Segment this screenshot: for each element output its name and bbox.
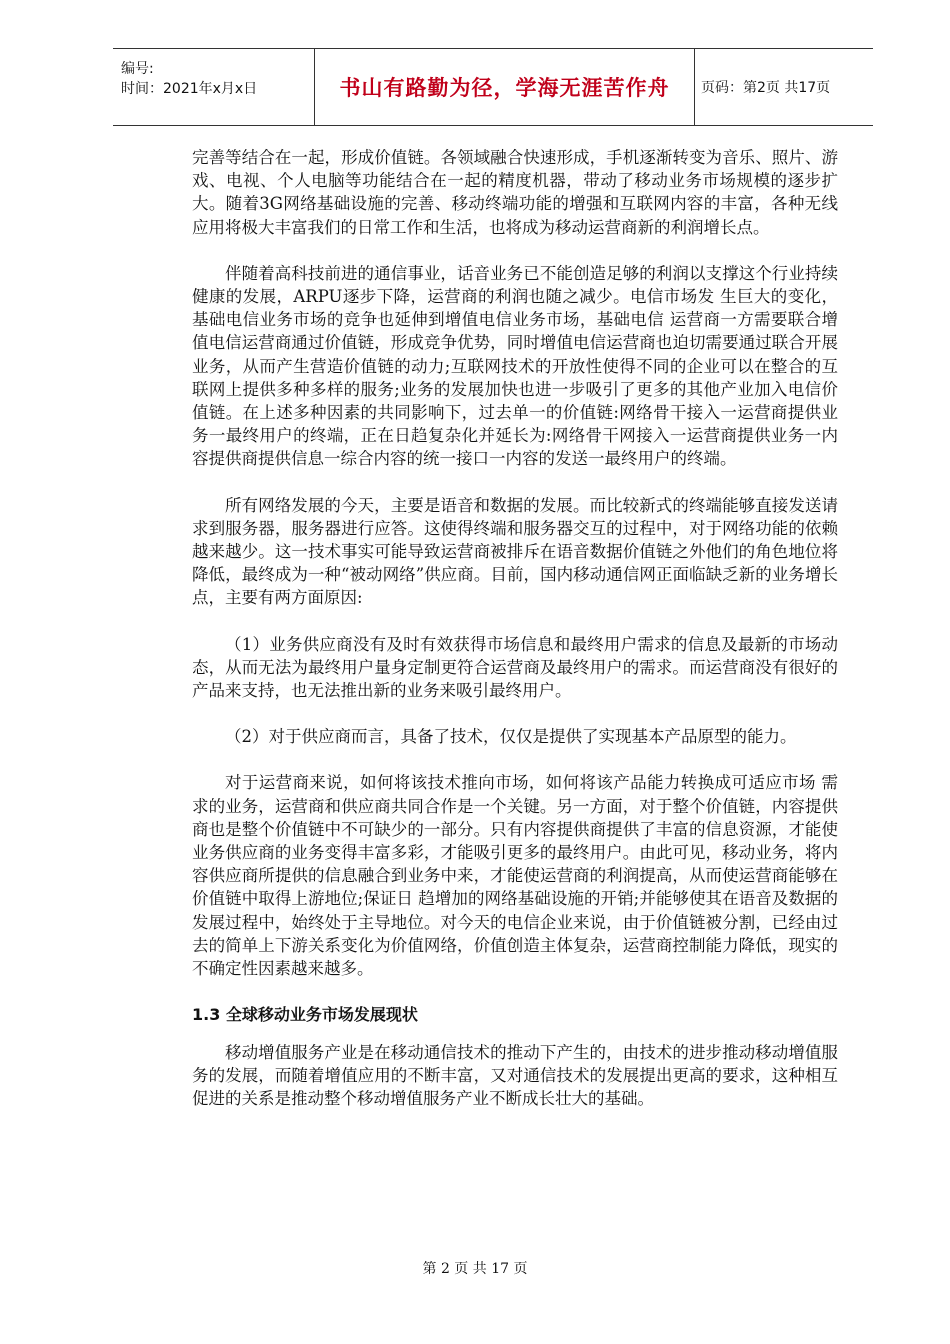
paragraph: 伴随着高科技前进的通信事业，话音业务已不能创造足够的利润以支撑这个行业持续健康的发展，ARPU逐步下降，运营商的利润也随之减少。电信市场发 生巨大的变化，基础电信业务市场的竞争也延伸到增值电信业务市场，基础电信 运营商一方需要联合增值电信运营商通过价值链，形成竞争优势，同时增值电信运营商也迫切需要通过联合开展业务，从而产生营造价值链的动力;互联网技术的开放性使得不同的企业可以在整合的互联网上提供多种多样的服务;业务的发展加快也进一步吸引了更多的其他产业加入电信价值链。在上述多种因素的共同影响下，过去单一的价值链:网络骨干接入一运营商提供业务一最终用户的终端，正在日趋复杂化并延长为:网络骨干网接入一运营商提供业务一内容提供商提供信息一综合内容的统一接口一内容的发送一最终用户的终端。 [192,263,838,469]
paragraph-list-item-1: （1）业务供应商没有及时有效获得市场信息和最终用户需求的信息及最新的市场动态，从而无法为最终用户量身定制更符合运营商及最终用户的需求。而运营商没有很好的产品来支持，也无法推出新的业务来吸引最终用户。 [192,634,838,701]
header-page-number: 页码：第2页 共17页 [701,80,831,96]
section-heading: 1.3 全球移动业务市场发展现状 [192,1005,418,1025]
header-motto: 书山有路勤为径，学海无涯苦作舟 [315,49,695,125]
page-footer: 第 2 页 共 17 页 [422,1261,528,1277]
paragraph-continuation: 完善等结合在一起，形成价值链。各领域融合快速形成，手机逐渐转变为音乐、照片、游戏、电视、个人电脑等功能结合在一起的精度机器，带动了移动业务市场规模的逐步扩大。随着3G网络基础设施的完善、移动终端功能的增强和互联网内容的丰富，各种无线应用将极大丰富我们的日常工作和生活，也将成为移动运营商新的利润增长点。 [192,148,838,237]
paragraph: 对于运营商来说，如何将该技术推向市场，如何将该产品能力转换成可适应市场 需求的业务，运营商和供应商共同合作是一个关键。另一方面，对于整个价值链，内容提供商也是整个价值链中不可缺少的一部分。只有内容提供商提供了丰富的信息资源，才能使业务供应商的业务变得丰富多彩，才能吸引更多的最终用户。由此可见，移动业务，将内容供应商所提供的信息融合到业务中来，才能使运营商的利润提高，从而使运营商能够在价值链中取得上游地位;保证日 趋增加的网络基础设施的开销;并能够使其在语音及数据的发展过程中，始终处于主导地位。对今天的电信企业来说，由于价值链被分割，已经由过去的简单上下游关系变化为价值网络，价值创造主体复杂，运营商控制能力降低，现实的不确定性因素越来越多。 [192,773,838,979]
page-header [113,48,873,126]
document-number-label: 编号: [121,61,154,77]
paragraph-list-item-2: （2）对于供应商而言，具备了技术，仅仅是提供了实现基本产品原型的能力。 [225,727,797,747]
header-meta [113,49,315,125]
document-body [192,146,838,1133]
paragraph: 所有网络发展的今天，主要是语音和数据的发展。而比较新式的终端能够直接发送请求到服务器，服务器进行应答。这使得终端和服务器交互的过程中，对于网络功能的依赖越来越少。这一技术事实可能导致运营商被排斥在语音数据价值链之外他们的角色地位将降低，最终成为一种“被动网络”供应商。目前，国内移动通信网正面临缺乏新的业务增长点，主要有两方面原因: [192,495,838,608]
section-paragraph: 移动增值服务产业是在移动通信技术的推动下产生的，由技术的进步推动移动增值服务的发展，而随着增值应用的不断丰富，又对通信技术的发展提出更高的要求，这种相互促进的关系是推动整个移动增值服务产业不断成长壮大的基础。 [192,1042,838,1108]
document-date-label: 时间：2021年x月x日 [121,81,258,97]
